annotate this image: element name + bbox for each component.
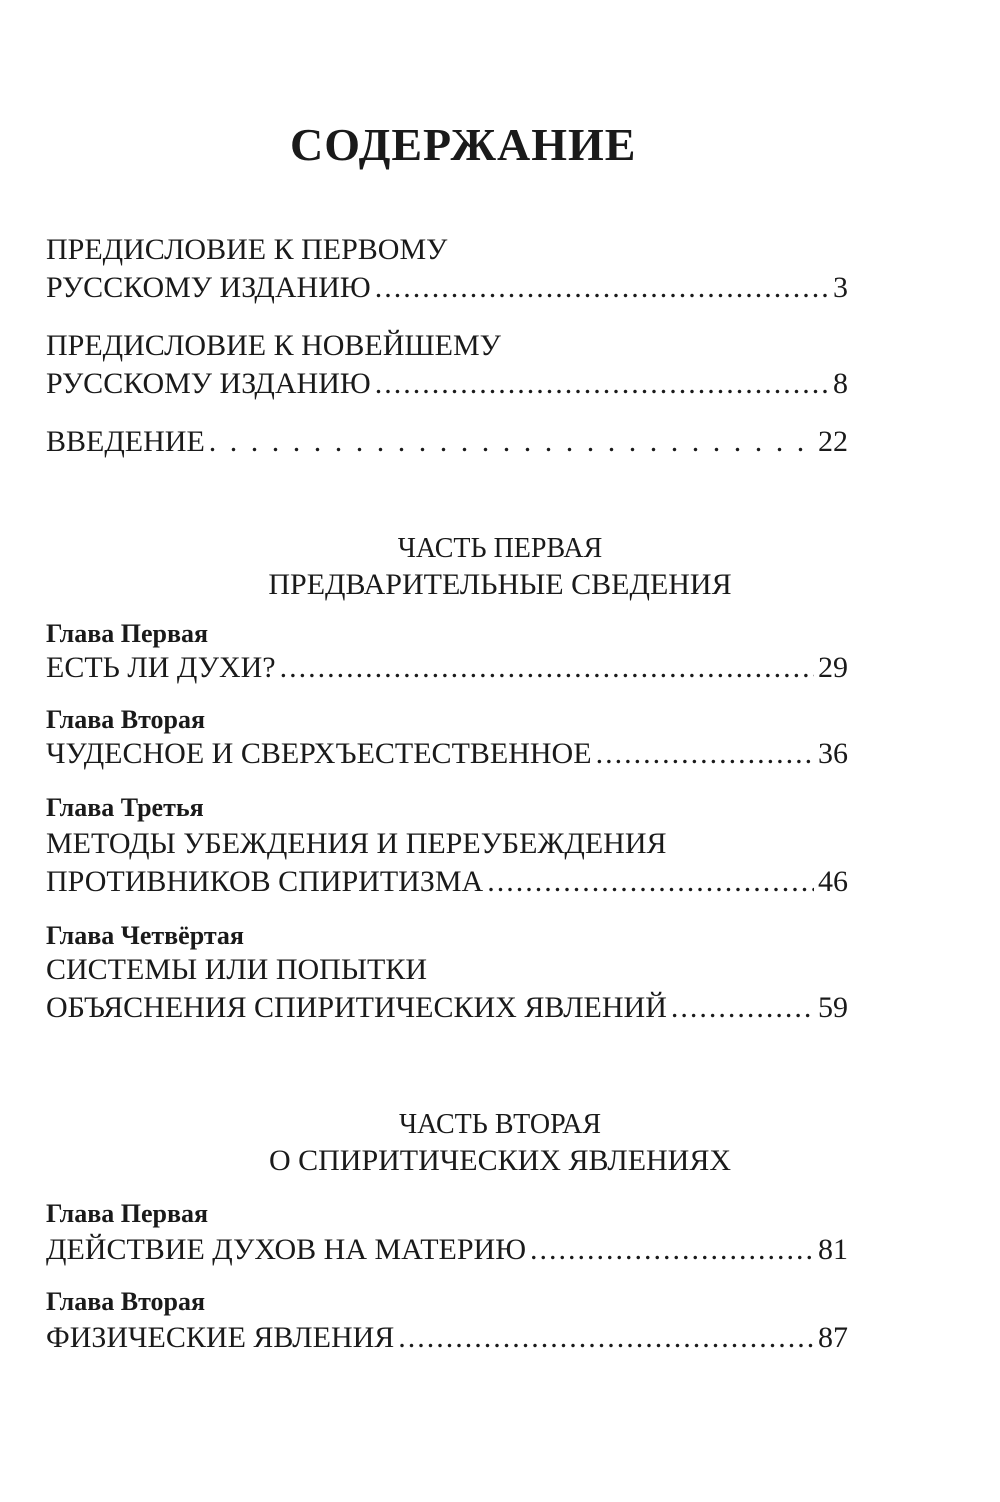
toc-entry [46, 1232, 848, 1268]
toc-entry [46, 864, 848, 900]
toc-entry-line: ЕСТЬ ЛИ ДУХИ? [46, 651, 276, 684]
page-number: 87 [818, 1321, 848, 1354]
leader-dots [530, 1232, 814, 1268]
part-label: ЧАСТЬ ВТОРАЯ [398, 1109, 602, 1140]
page-number: 3 [833, 271, 848, 304]
toc-entry-line: МЕТОДЫ УБЕЖДЕНИЯ И ПЕРЕУБЕЖДЕНИЯ [46, 827, 667, 860]
toc-entry [46, 736, 848, 772]
chapter-label: Глава Первая [46, 1199, 209, 1228]
leader-dots [398, 1320, 814, 1356]
page-number: 81 [818, 1233, 848, 1266]
toc-entry-line: ЧУДЕСНОЕ И СВЕРХЪЕСТЕСТВЕННОЕ [46, 737, 592, 770]
toc-entry-line: ОБЪЯСНЕНИЯ СПИРИТИЧЕСКИХ ЯВЛЕНИЙ [46, 991, 667, 1024]
toc-entry-line: РУССКОМУ ИЗДАНИЮ [46, 367, 371, 400]
toc-entry [46, 1320, 848, 1356]
toc-entry-line: ВВЕДЕНИЕ [46, 425, 205, 458]
toc-entry-line: СИСТЕМЫ ИЛИ ПОПЫТКИ [46, 953, 428, 986]
chapter-label: Глава Вторая [46, 705, 206, 734]
leader-dots [209, 424, 814, 460]
toc-entry [46, 990, 848, 1026]
toc-entry [46, 366, 848, 402]
part-title: ПРЕДВАРИТЕЛЬНЫЕ СВЕДЕНИЯ [268, 568, 732, 601]
leader-dots [375, 270, 829, 306]
leader-dots [280, 650, 814, 686]
page-number: 29 [818, 651, 848, 684]
toc-entry [46, 650, 848, 686]
page-number: 46 [818, 865, 848, 898]
part-label: ЧАСТЬ ПЕРВАЯ [397, 533, 603, 564]
part-title: О СПИРИТИЧЕСКИХ ЯВЛЕНИЯХ [268, 1144, 732, 1177]
toc-entry-line: ПРЕДИСЛОВИЕ К ПЕРВОМУ [46, 233, 448, 266]
toc-entry [46, 424, 848, 460]
chapter-label: Глава Четвёртая [46, 921, 244, 950]
toc-entry-line: ПРЕДИСЛОВИЕ К НОВЕЙШЕМУ [46, 329, 501, 362]
page-title: СОДЕРЖАНИЕ [290, 119, 637, 170]
page-number: 22 [818, 425, 848, 458]
chapter-label: Глава Первая [46, 619, 209, 648]
page-number: 59 [818, 991, 848, 1024]
leader-dots [596, 736, 814, 772]
page-number: 8 [833, 367, 848, 400]
toc-entry-line: ПРОТИВНИКОВ СПИРИТИЗМА [46, 865, 484, 898]
toc-entry-line: РУССКОМУ ИЗДАНИЮ [46, 271, 371, 304]
toc-entry-line: ФИЗИЧЕСКИЕ ЯВЛЕНИЯ [46, 1321, 395, 1354]
chapter-label: Глава Третья [46, 793, 204, 822]
toc-entry [46, 270, 848, 306]
leader-dots [487, 864, 814, 900]
leader-dots [671, 990, 814, 1026]
leader-dots [375, 366, 829, 402]
chapter-label: Глава Вторая [46, 1287, 206, 1316]
page-number: 36 [818, 737, 848, 770]
toc-entry-line: ДЕЙСТВИЕ ДУХОВ НА МАТЕРИЮ [46, 1233, 527, 1266]
